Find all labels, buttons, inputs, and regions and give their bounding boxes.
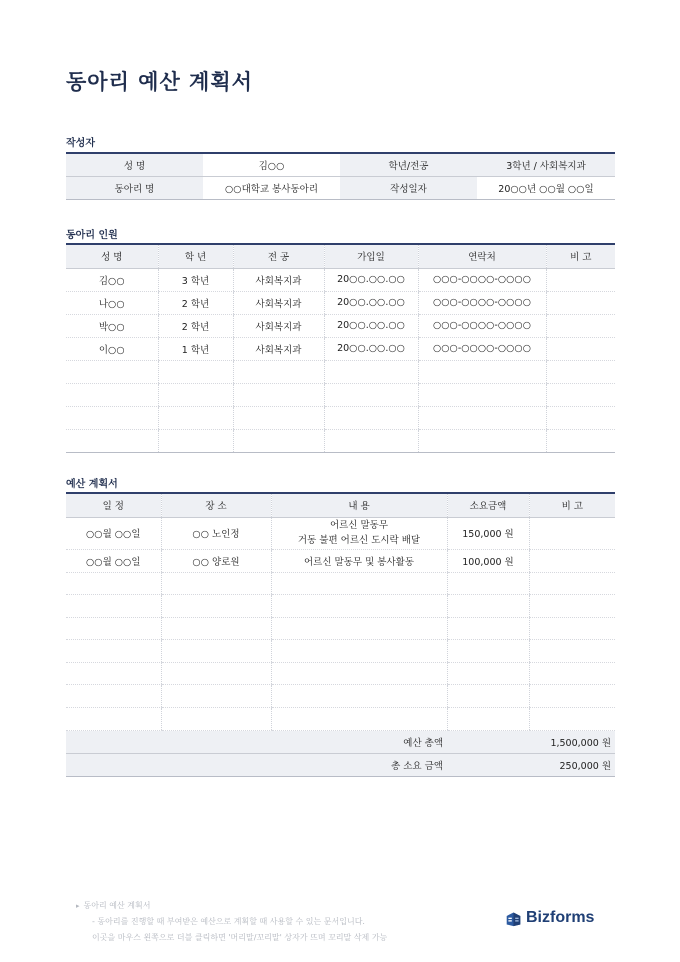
author-row [66,176,615,199]
name-value: 김○○ [203,153,340,176]
table-row [66,517,615,549]
member-note [546,337,615,360]
total-spent-row [66,753,615,776]
footer-line-2: 이곳을 마우스 왼쪽으로 더블 클릭하면 '머리말/꼬리말' 상자가 뜨며 꼬리말 삭제 가능 [92,933,388,942]
table-row [66,337,615,360]
empty-row [66,429,615,452]
table-row [66,314,615,337]
empty-row [66,383,615,406]
empty-row [66,685,615,708]
col-header: 학 년 [158,244,233,268]
club-name-label: 동아리 명 [66,176,203,199]
members-header-row [66,244,615,268]
member-major: 사회복지과 [233,337,324,360]
bizforms-logo-icon [505,910,522,927]
member-name: 이○○ [66,337,158,360]
empty-row [66,662,615,685]
member-join-date: 20○○.○○.○○ [324,291,418,314]
members-section-heading: 동아리 인원 [66,230,118,241]
empty-row [66,406,615,429]
member-name: 나○○ [66,291,158,314]
author-row [66,153,615,176]
member-note [546,291,615,314]
budget-date: ○○월 ○○일 [66,517,161,549]
table-row [66,291,615,314]
budget-place: ○○ 양로원 [161,549,271,572]
empty-row [66,708,615,731]
budget-section-heading: 예산 계획서 [66,479,118,490]
col-header: 가입일 [324,244,418,268]
member-join-date: 20○○.○○.○○ [324,337,418,360]
total-budget-row [66,730,615,753]
total-spent-value: 250,000 원 [447,753,615,776]
member-grade: 3 학년 [158,268,233,291]
member-contact: ○○○-○○○○-○○○○ [418,268,546,291]
empty-row [66,640,615,663]
empty-row [66,572,615,595]
bizforms-brand [505,909,594,927]
col-header: 장 소 [161,493,271,517]
chevron-right-icon: ▸ [76,902,80,910]
grade-major-label: 학년/전공 [340,153,477,176]
member-contact: ○○○-○○○○-○○○○ [418,337,546,360]
member-grade: 2 학년 [158,314,233,337]
col-header: 내 용 [271,493,447,517]
budget-note [529,549,615,572]
member-join-date: 20○○.○○.○○ [324,268,418,291]
total-budget-value: 1,500,000 원 [447,730,615,753]
member-note [546,314,615,337]
budget-amount: 100,000 원 [447,549,529,572]
footer-line-1: - 동아리를 진행할 때 부여받은 예산으로 계획할 때 사용할 수 있는 문서입니다. [92,917,365,926]
member-join-date: 20○○.○○.○○ [324,314,418,337]
grade-major-value: 3학년 / 사회복지과 [477,153,615,176]
member-grade: 1 학년 [158,337,233,360]
col-header: 성 명 [66,244,158,268]
name-label: 성 명 [66,153,203,176]
col-header: 비 고 [546,244,615,268]
member-contact: ○○○-○○○○-○○○○ [418,314,546,337]
member-major: 사회복지과 [233,268,324,291]
written-date-value: 20○○년 ○○월 ○○일 [477,176,615,199]
member-grade: 2 학년 [158,291,233,314]
budget-place: ○○ 노인정 [161,517,271,549]
written-date-label: 작성일자 [340,176,477,199]
members-table [66,243,615,453]
budget-header-row [66,493,615,517]
brand-name: Bizforms [526,909,595,926]
table-row [66,268,615,291]
col-header: 소요금액 [447,493,529,517]
footer-title: 동아리 예산 계획서 [83,901,151,910]
budget-table [66,492,615,777]
club-name-value: ○○대학교 봉사동아리 [203,176,340,199]
budget-date: ○○월 ○○일 [66,549,161,572]
member-major: 사회복지과 [233,291,324,314]
table-row [66,549,615,572]
budget-amount: 150,000 원 [447,517,529,549]
empty-row [66,360,615,383]
col-header: 일 정 [66,493,161,517]
total-spent-label: 총 소요 금액 [66,753,447,776]
author-table [66,152,615,200]
empty-row [66,595,615,618]
author-section-heading: 작성자 [66,138,95,149]
member-contact: ○○○-○○○○-○○○○ [418,291,546,314]
total-budget-label: 예산 총액 [66,730,447,753]
document-title: 동아리 예산 계획서 [66,70,253,94]
col-header: 비 고 [529,493,615,517]
footer-title-line [76,898,387,914]
budget-note [529,517,615,549]
member-name: 박○○ [66,314,158,337]
page-footer[interactable] [76,898,387,946]
member-name: 김○○ [66,268,158,291]
col-header: 연락처 [418,244,546,268]
budget-content: 어르신 말동무 거동 불편 어르신 도시락 배달 [271,517,447,549]
budget-content: 어르신 말동무 및 봉사활동 [271,549,447,572]
member-major: 사회복지과 [233,314,324,337]
empty-row [66,617,615,640]
col-header: 전 공 [233,244,324,268]
member-note [546,268,615,291]
